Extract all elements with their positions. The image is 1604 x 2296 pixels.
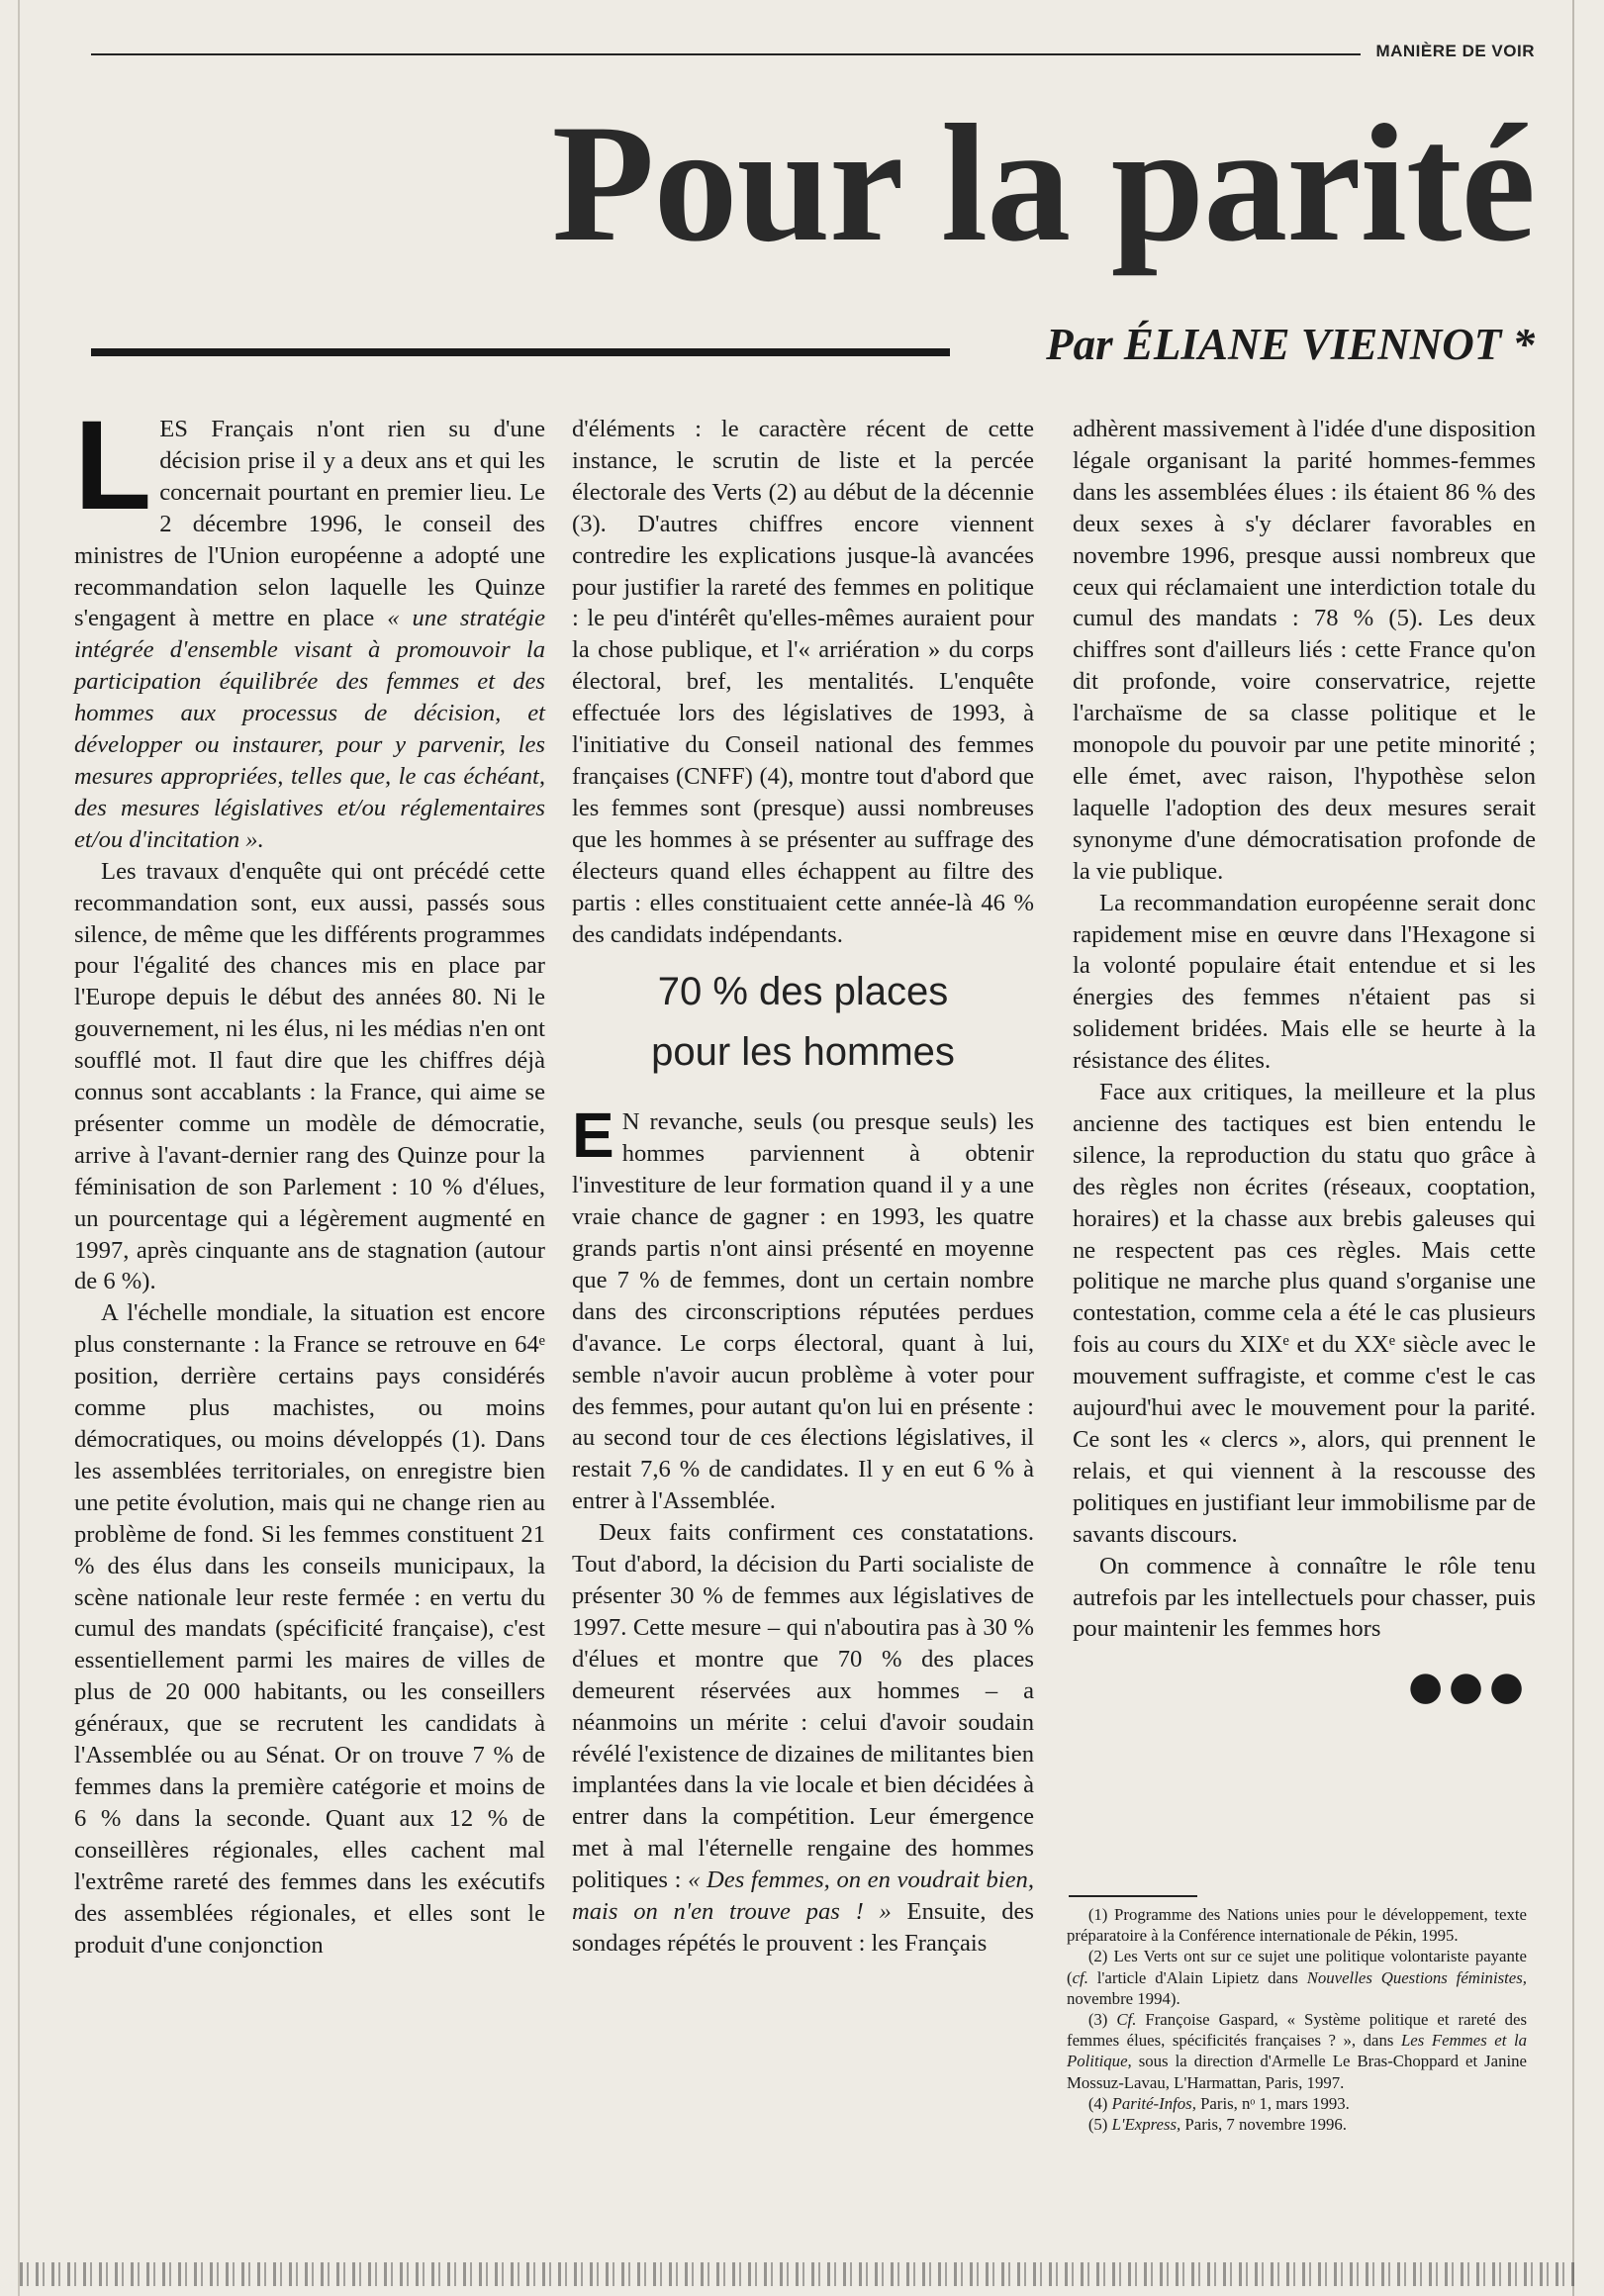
author-rule [91,348,950,356]
paragraph: LES Français n'ont rien su d'une décision prise il y a deux ans et qui les concernait pourtant en premier lieu. Le 2 décembre 1996, le conseil des ministres de l'Union européenne a adopté une recommandation selon laquelle les Quinze s'engagent à mettre en place « une stratégie intégrée d'ensemble visant à promouvoir la participation équilibrée des femmes et des hommes aux processus de décision, et développer ou instaurer, pour y parvenir, les mesures appropriées, telles que, le cas échéant, des mesures législatives et/ou réglementaires et/ou d'incitation ». [74,395,546,853]
column-3 [1073,414,1536,1710]
header-rule [91,53,1361,55]
paragraph: d'éléments : le caractère récent de cette instance, le scrutin de liste et la percée électorale des Verts (2) au début de la décennie (3). D'autres chiffres encore viennent contredire les explications jusque-là avancées pour justifier la rareté des femmes en politique : le peu d'intérêt qu'elles-mêmes auraient pour la chose publique, et l'« arriération » du corps électoral, bref, les mentalités. L'enquête effectuée lors des législatives de 1993, à l'initiative du Conseil national des femmes françaises (CNFF) (4), montre tout d'abord que les femmes sont (presque) aussi nombreuses que les hommes à se présenter au suffrage des électeurs quand elles échappent au filtre des partis : elles constituaient cette année-là 46 % des candidats indépendants. [572,416,1034,948]
paragraph: Face aux critiques, la meilleure et la plus ancienne des tactiques est bien entendu le silence, la reproduction du statu quo grâce à des règles non écrites (réseaux, cooptation, horaires) et la chasse aux brebis galeuses qui ne respectent pas ces règles. Mais cette politique ne marche plus quand s'organise une contestation, comme cela a été le cas plusieurs fois au cours du XIXᵉ et du XXᵉ siècle avec le mouvement suffragiste, et comme c'est le cas aujourd'hui avec le mouvement pour la parité. Ce sont les « clercs », alors, qui prennent le relais, et qui viennent à la rescousse des politiques en justifiant leur immobilisme par de savants discours. [1073,1079,1536,1548]
quote: « une stratégie intégrée d'ensemble visant à promouvoir la participation équilibrée des femmes et des hommes aux processus de décision, et développer ou instaurer, pour y parvenir, les mesures appropriées, telles que, le cas échéant, des mesures législatives et/ou réglementaires et/ou d'incitation ». [74,605,546,853]
subheading: 70 % des places pour les hommes [651,970,955,1075]
column-2 [572,414,1034,1960]
paragraph: Deux faits confirment ces constatations. Tout d'abord, la décision du Parti socialiste de présenter 30 % de femmes aux législatives de 1997. Cette mesure – qui n'aboutira pas à 30 % d'élues et montre que 70 % des places demeurent réservées aux hommes – a néanmoins un mérite : celui d'avoir soudain révélé l'existence de dizaines de militantes bien implantées dans la vie locale et bien décidées à entrer dans la compétition. Leur émergence met à mal l'éternelle rengaine des hommes politiques : « Des femmes, on en voudrait bien, mais on n'en trouve pas ! » Ensuite, des sondages répétés le prouvent : les Français [572,1519,1034,1957]
footnote: (3) Cf. Françoise Gaspard, « Système politique et rareté des femmes élues, spécificités françaises ? », dans Les Femmes et la Politique, sous la direction d'Armelle Le Bras-Choppard et Janine Mossuz-Lavau, L'Harmattan, Paris, 1997. [1067,2010,1528,2092]
paragraph: Les travaux d'enquête qui ont précédé cette recommandation sont, eux aussi, passés sous silence, de même que les différents programmes pour l'égalité des chances mis en place par l'Europe depuis le début des années 80. Ni le gouvernement, ni les élus, ni les médias n'en ont soufflé mot. Il faut dire que les chiffres déjà connus sont accablants : la France, qui aime se présenter comme un modèle de démocratie, arrive à l'avant-dernier rang des Quinze pour la féminisation de son Parlement : 10 % d'élues, un pourcentage qui a légèrement augmenté en 1997, après cinquante ans de stagnation (autour de 6 %). [74,857,545,1295]
paragraph: La recommandation européenne serait donc rapidement mise en œuvre dans l'Hexagone si la volonté populaire était entendue et si les énergies des femmes n'étaient pas si solidement bridées. Mais elle se heurte à la résistance des élites. [1073,889,1536,1075]
paragraph: A l'échelle mondiale, la situation est encore plus consternante : la France se retrouve en 64ᵉ position, derrière certains pays considérés comme plus machistes, ou moins démocratiques, ou moins développés (1). Dans les assemblées territoriales, on enregistre bien une petite évolution, mais qui ne change rien au problème de fond. Si les femmes constituent 21 % des élus dans les conseils municipaux, la scène nationale leur reste fermée : en vertu du cumul des mandats (spécificité française), c'est essentiellement parmi les maires de villes de plus de 20 000 habitants, ou les conseillers généraux, que se recrutent les candidats à l'Assemblée ou au Sénat. Or on trouve 7 % de femmes dans la première catégorie et moins de 6 % dans la seconde. Quant aux 12 % de conseillères régionales, elles cachent mal l'extrême rareté des femmes dans les exécutifs des assemblées régionales, et elles sont le produit d'une conjonction [74,1299,545,1959]
footnotes [1067,1904,1527,2135]
column-1 [74,395,546,1961]
scan-edge-noise [20,2262,1574,2286]
article-author: Par ÉLIANE VIENNOT * [1046,320,1535,369]
paragraph: E N revanche, seuls (ou presque seuls) les hommes parviennent à obtenir l'investiture de leur formation quand il y a une vraie chance de gagner : en 1993, les quatre grands partis n'ont ainsi présenté en moyenne que 7 % de femmes, dont un certain nombre dans des circonscriptions réputées perdues d'avance. Le corps électoral, quant à lui, semble n'avoir aucun problème à voter pour des femmes, pour autant qu'on lui en présente : au second tour de ces élections législatives, il restait 7,6 % de candidates. Il y en eut 6 % à entrer à l'Assemblée. [572,1100,1034,1515]
paragraph: On commence à connaître le rôle tenu autrefois par les intellectuels pour chasser, puis pour maintenir les femmes hors [1073,1552,1536,1643]
paragraph: adhèrent massivement à l'idée d'une disposition légale organisant la parité hommes-femmes dans les assemblées élues : ils étaient 86 % des deux sexes à s'y déclarer favorables en novembre 1996, presque aussi nombreux que ceux qui réclamaient une interdiction totale du cumul des mandats : 78 % (5). Les deux chiffres sont d'ailleurs liés : cette France qu'on dit profonde, voire conservatrice, rejette l'archaïsme de sa classe politique et le monopole du pouvoir par une petite minorité ; elle émet, avec raison, l'hypothèse selon laquelle l'adoption des deux mesures serait synonyme d'une démocratisation profonde de la vie publique. [1073,416,1536,885]
quote: « Des femmes, on en voudrait bien, mais on n'en trouve pas ! » [572,1866,1034,1926]
series-title: MANIÈRE DE VOIR [1375,42,1535,60]
drop-cap: E [572,1100,614,1172]
footnote-rule [1069,1895,1197,1897]
article-title: Pour la parité [551,90,1535,276]
footnote: (2) Les Verts ont sur ce sujet une politique volontariste payante (cf. l'article d'Alain Lipietz dans Nouvelles Questions féministes, novembre 1994). [1067,1947,1527,2008]
footnote: (4) Parité-Infos, Paris, nᵒ 1, mars 1993. [1087,2093,1350,2113]
footnote: (5) L'Express, Paris, 7 novembre 1996. [1087,2115,1348,2135]
continued-dots: ●●● [1408,1664,1530,1710]
page-edge-left [18,0,20,2296]
footnote: (1) Programme des Nations unies pour le développement, texte préparatoire à la Conférence internationale de Pékin, 1995. [1067,1905,1527,1946]
page-edge-right [1572,0,1574,2296]
drop-cap: L [74,395,152,536]
